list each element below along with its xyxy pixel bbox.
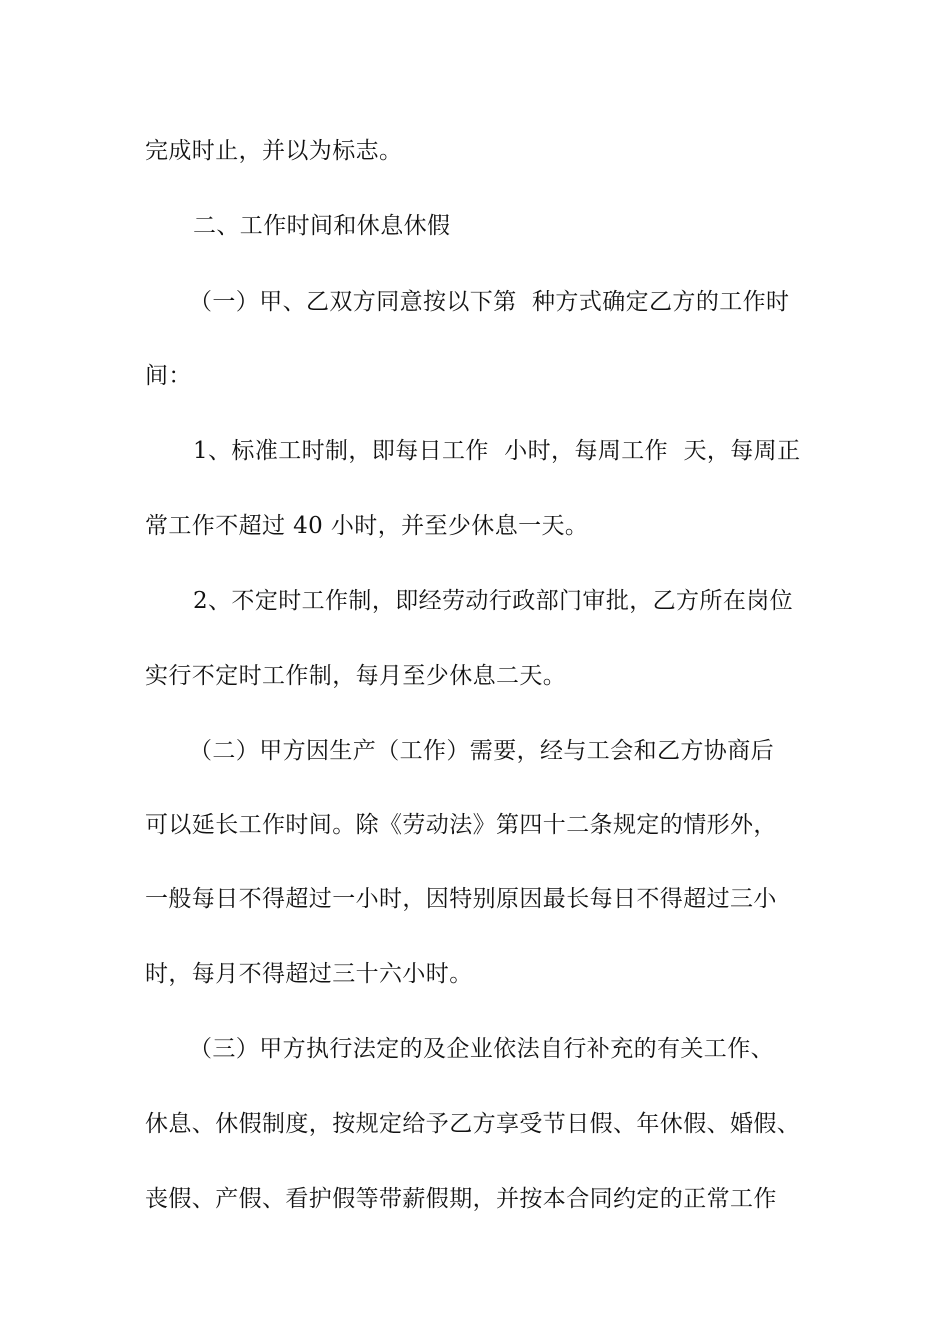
paragraph-line: 休息、休假制度，按规定给予乙方享受节日假、年休假、婚假、: [145, 1111, 801, 1137]
paragraph-line: 丧假、产假、看护假等带薪假期，并按本合同约定的正常工作: [145, 1186, 777, 1212]
paragraph-line: 时，每月不得超过三十六小时。: [145, 961, 473, 987]
paragraph-line: 可以延长工作时间。除《劳动法》第四十二条规定的情形外，: [145, 812, 777, 838]
paragraph-line: 完成时止，并以为标志。: [145, 138, 403, 164]
paragraph-line: 间：: [145, 363, 192, 389]
paragraph-line: （二）甲方因生产（工作）需要，经与工会和乙方协商后: [189, 738, 774, 764]
paragraph-line: （一）甲、乙双方同意按以下第 种方式确定乙方的工作时: [189, 289, 790, 315]
section-heading: 二、工作时间和休息休假: [193, 213, 451, 239]
paragraph-line: 1、标准工时制，即每日工作 小时，每周工作 天，每周正: [193, 438, 801, 464]
paragraph-line: 常工作不超过 40 小时，并至少休息一天。: [145, 513, 589, 539]
paragraph-line: 一般每日不得超过一小时，因特别原因最长每日不得超过三小: [145, 886, 777, 912]
paragraph-line: （三）甲方执行法定的及企业依法自行补充的有关工作、: [189, 1036, 774, 1062]
paragraph-line: 实行不定时工作制，每月至少休息二天。: [145, 663, 567, 689]
paragraph-line: 2、不定时工作制，即经劳动行政部门审批，乙方所在岗位: [193, 588, 794, 614]
